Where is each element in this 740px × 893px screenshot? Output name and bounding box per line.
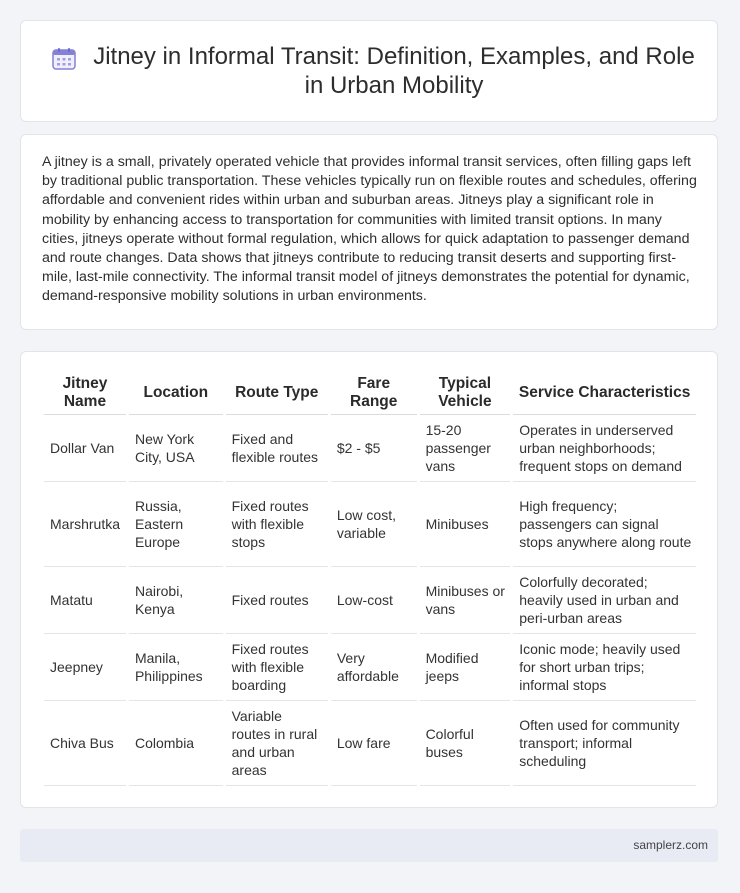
table-cell: Minibuses or vans (420, 567, 511, 634)
table-row (44, 701, 696, 786)
table-cell: New York City, USA (129, 415, 223, 482)
table-cell: Modified jeeps (420, 634, 511, 701)
table-cell: Manila, Philippines (129, 634, 223, 701)
table-cell: Marshrutka (44, 482, 126, 567)
table-cell: Dollar Van (44, 415, 126, 482)
table-cell: Fixed routes with flexible boarding (226, 634, 328, 701)
table-cell: Matatu (44, 567, 126, 634)
table-cell: Russia, Eastern Europe (129, 482, 223, 567)
intro-paragraph: A jitney is a small, privately operated vehicle that provides informal transit services, often filling gaps left by traditional public transportation. These vehicles typically run on flexible routes and schedules, offering affordable and convenient rides within urban and suburban areas. Jitneys play a significant role in mobility by enhancing access to transportation for communities with limited transit options. In many cities, jitneys operate without formal regulation, which allows for quick adaptation to passenger demand and route changes. Data shows that jitneys contribute to reducing transit deserts and supporting first-mile, last-mile connectivity. The informal transit model of jitneys demonstrates the potential for dynamic, demand-responsive mobility solutions in urban environments. (42, 154, 697, 305)
header-service-characteristics: Service Characteristics (513, 368, 696, 415)
table-cell: Often used for community transport; informal scheduling (513, 701, 696, 786)
table-cell: Low-cost (331, 567, 417, 634)
footer-site-link[interactable]: samplerz.com (633, 838, 708, 852)
table-cell: Colorfully decorated; heavily used in urban and peri-urban areas (513, 567, 696, 634)
intro-card (20, 134, 718, 330)
jitney-table (41, 368, 699, 786)
title-card (20, 20, 718, 122)
table-row (44, 482, 696, 567)
footer (20, 829, 718, 862)
header-route-type: Route Type (226, 368, 328, 415)
table-cell: $2 - $5 (331, 415, 417, 482)
page-title: Jitney in Informal Transit: Definition, Examples, and Role in Urban Mobility (93, 43, 695, 99)
header-fare-range: Fare Range (331, 368, 417, 415)
table-cell: Operates in underserved urban neighborhoods; frequent stops on demand (513, 415, 696, 482)
table-cell: Jeepney (44, 634, 126, 701)
table-cell: Colorful buses (420, 701, 511, 786)
table-cell: Fixed routes (226, 567, 328, 634)
table-row (44, 415, 696, 482)
table-row (44, 567, 696, 634)
table-cell: Low fare (331, 701, 417, 786)
table-cell: Iconic mode; heavily used for short urban trips; informal stops (513, 634, 696, 701)
table-header-row (44, 368, 696, 415)
table-row (44, 634, 696, 701)
table-cell: Very affordable (331, 634, 417, 701)
table-cell: Chiva Bus (44, 701, 126, 786)
table-cell: Variable routes in rural and urban areas (226, 701, 328, 786)
table-cell: Minibuses (420, 482, 511, 567)
table-cell: High frequency; passengers can signal stops anywhere along route (513, 482, 696, 567)
header-jitney-name: Jitney Name (44, 368, 126, 415)
table-cell: 15-20 passenger vans (420, 415, 511, 482)
table-cell: Fixed and flexible routes (226, 415, 328, 482)
header-location: Location (129, 368, 223, 415)
table-cell: Nairobi, Kenya (129, 567, 223, 634)
table-card (20, 351, 718, 808)
table-cell: Fixed routes with flexible stops (226, 482, 328, 567)
header-typical-vehicle: Typical Vehicle (420, 368, 511, 415)
table-cell: Low cost, variable (331, 482, 417, 567)
table-cell: Colombia (129, 701, 223, 786)
